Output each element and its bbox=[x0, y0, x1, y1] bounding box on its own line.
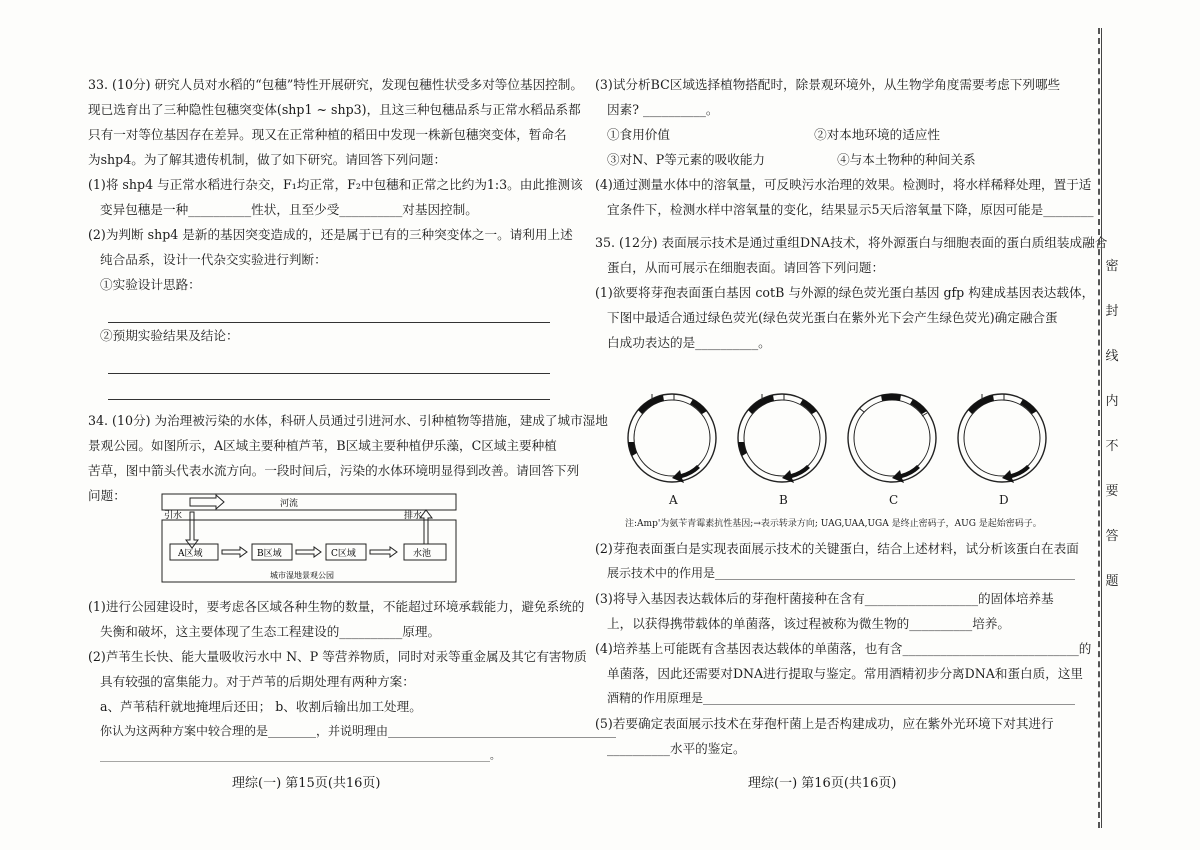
intake-label: 引水 bbox=[164, 511, 183, 521]
q34-sub4: (4)通过测量水体中的溶氧量，可反映污水治理的效果。检测时，将水样稀释处理，置于适 bbox=[595, 177, 1092, 192]
footer-left: 理综(一) 第15页(共16页) bbox=[232, 776, 381, 791]
q35-sub3: (3)将导入基因表达载体后的芽孢杆菌接种在含有__________________的固体培养基 bbox=[595, 591, 1054, 606]
river-arrow bbox=[190, 495, 224, 509]
q33-design-label: ①实验设计思路： bbox=[100, 277, 201, 292]
pool: 水池 bbox=[413, 549, 432, 559]
flow-arrow bbox=[222, 547, 247, 557]
zone-b: B区域 bbox=[257, 549, 282, 559]
answer-line[interactable] bbox=[108, 374, 550, 400]
binding-char: 要 bbox=[1105, 484, 1119, 499]
wetland-diagram bbox=[160, 492, 458, 587]
q35-sub1: 下图中最适合通过绿色荧光(绿色荧光蛋白在紫外光下会产生绿色荧光)确定融合蛋 bbox=[607, 310, 1058, 325]
right-page bbox=[595, 72, 1108, 355]
q34-options: a、芦苇秸秆就地掩埋后还田； b、收割后输出加工处理。 bbox=[100, 699, 422, 714]
q34-line: 苦草，图中箭头代表水流方向。一段时间后，污染的水体环境明显得到改善。请回答下列 bbox=[88, 463, 580, 478]
q34-reason-line: ______________________________________________________________________________。 bbox=[100, 751, 500, 762]
plasmid-label-a: A bbox=[669, 493, 678, 507]
plasmid-a bbox=[628, 394, 716, 483]
binding-char: 内 bbox=[1105, 394, 1119, 409]
plasmid-c bbox=[848, 394, 936, 483]
q35-sub1: (1)欲要将芽孢表面蛋白基因 cotB 与外源的绿色荧光蛋白基因 gfp 构建成基因表达载体， bbox=[595, 285, 1095, 300]
zone-a: A区域 bbox=[178, 549, 203, 559]
q34-line: 问题： bbox=[88, 488, 126, 503]
zone-c: C区域 bbox=[331, 549, 356, 559]
q34-sub2: (2)芦苇生长快、能大量吸收污水中 N、P 等营养物质，同时对汞等重金属及其它有害物质 bbox=[88, 649, 587, 664]
q35-sub4: 单菌落，因此还需要对DNA进行提取与鉴定。常用酒精初步分离DNA和蛋白质，这里 bbox=[607, 666, 1084, 681]
river-box bbox=[162, 494, 456, 510]
q33-line: 为shp4。为了解其遗传机制，做了如下研究。请回答下列问题： bbox=[88, 152, 447, 167]
q33-sub2: 纯合品系，设计一代杂交实验进行判断： bbox=[100, 252, 327, 267]
q33-line: 33. (10分) 研究人员对水稻的“包穗”特性开展研究，发现包穗性状受多对等位基因控制。 bbox=[88, 77, 583, 92]
q35-continued bbox=[595, 536, 1092, 761]
q34-sub1: (1)进行公园建设时，要考虑各区域各种生物的数量，不能超过环境承载能力，避免系统的 bbox=[88, 599, 585, 614]
q34-sub3: 因素? __________。 bbox=[607, 102, 719, 117]
binding-char: 题 bbox=[1105, 574, 1119, 589]
left-page bbox=[88, 72, 608, 508]
answer-line[interactable] bbox=[108, 348, 550, 374]
q35-sub2: 展示技术中的作用是____________________________________________________________ bbox=[607, 566, 1076, 580]
binding-char: 线 bbox=[1105, 349, 1119, 364]
outlet-label: 排水 bbox=[404, 511, 423, 521]
flow-arrow bbox=[296, 547, 321, 557]
plasmid-note: 注:Amp'为氨苄青霉素抗性基因;→表示转录方向; UAG,UAA,UGA 是终止密码子，AUG 是起始密码子。 bbox=[625, 519, 1042, 529]
plasmid-diagrams bbox=[620, 376, 1060, 511]
q34-sub4: 宜条件下，检测水样中溶氧量的变化，结果显示5天后溶氧量下降，原因可能是________ bbox=[607, 202, 1094, 217]
plasmid-label-c: C bbox=[889, 493, 899, 507]
outlet-arrow bbox=[420, 510, 432, 544]
q34-sub1: 失衡和破坏，这主要体现了生态工程建设的__________原理。 bbox=[100, 624, 441, 639]
binding-char: 封 bbox=[1105, 304, 1119, 319]
plasmid-b bbox=[738, 394, 826, 483]
q34-sub2: 具有较强的富集能力。对于芦苇的后期处理有两种方案： bbox=[100, 674, 415, 689]
q34-sub3: (3)试分析BC区域选择植物搭配时，除景观环境外，从生物学角度需要考虑下列哪些 bbox=[595, 77, 1061, 92]
intake-arrow bbox=[186, 512, 198, 548]
plasmid-label-b: B bbox=[779, 493, 788, 507]
q33-sub1: 变异包穗是一种__________性状，且至少受__________对基因控制。 bbox=[100, 202, 478, 217]
q34-options: ③对N、P等元素的吸收能力 ④与本土物种的种间关系 bbox=[607, 152, 976, 167]
q35-sub4: 酒精的作用原理是______________________________________________________________ bbox=[607, 691, 1076, 705]
q35-sub3: 上，以获得携带载体的单菌落，该过程被称为微生物的__________培养。 bbox=[607, 616, 1010, 631]
q35-sub2: (2)芽孢表面蛋白是实现表面展示技术的关键蛋白，结合上述材料，试分析该蛋白在表面 bbox=[595, 541, 1079, 556]
q34-choice: 你认为这两种方案中较合理的是________，并说明理由______________________________________ bbox=[100, 724, 617, 738]
binding-char: 答 bbox=[1105, 529, 1119, 544]
q35-sub1: 白成功表达的是__________。 bbox=[607, 335, 771, 350]
q35-sub5: __________水平的鉴定。 bbox=[607, 741, 746, 756]
q33-line: 现已选育出了三种隐性包穗突变体(shp1 ~ shp3)，且这三种包穗品系与正常水稻品系都 bbox=[88, 102, 581, 117]
binding-solid-line bbox=[1101, 28, 1103, 828]
q34-options: ①食用价值 ②对本地环境的适应性 bbox=[607, 127, 941, 142]
answer-line[interactable] bbox=[108, 297, 550, 323]
plasmid-d bbox=[958, 394, 1046, 483]
q35-line: 蛋白，从而可展示在细胞表面。请回答下列问题： bbox=[607, 260, 885, 275]
flow-arrow bbox=[370, 547, 397, 557]
q34-line: 景观公园。如图所示，A区域主要种植芦苇，B区域主要种植伊乐藻，C区域主要种植 bbox=[88, 438, 557, 453]
binding-char: 密 bbox=[1105, 259, 1119, 274]
q35-sub4: (4)培养基上可能既有含基因表达载体的单菌落，也有含____________________________的 bbox=[595, 641, 1092, 656]
q35-sub5: (5)若要确定表面展示技术在芽孢杆菌上是否构建成功，应在紫外光环境下对其进行 bbox=[595, 716, 1054, 731]
plasmid-label-d: D bbox=[999, 493, 1009, 507]
q33-line: 只有一对等位基因存在差异。现又在正常种植的稻田中发现一株新包穗突变体，暂命名 bbox=[88, 127, 567, 142]
q33-sub2: (2)为判断 shp4 是新的基因突变造成的，还是属于已有的三种突变体之一。请利用上述 bbox=[88, 227, 573, 242]
q33-result-label: ②预期实验结果及结论： bbox=[100, 328, 239, 343]
q33-sub1: (1)将 shp4 与正常水稻进行杂交，F₁均正常，F₂中包穗和正常之比约为1:3。由此推测该 bbox=[88, 177, 583, 192]
q35-line: 35. (12分) 表面展示技术是通过重组DNA技术，将外源蛋白与细胞表面的蛋白质组装成融合 bbox=[595, 235, 1108, 250]
binding-char: 不 bbox=[1105, 439, 1119, 454]
river-label: 河流 bbox=[280, 499, 299, 509]
q34-line: 34. (10分) 为治理被污染的水体，科研人员通过引进河水、引种植物等措施，建成了城市湿地 bbox=[88, 413, 608, 428]
q34-continued bbox=[88, 594, 617, 769]
park-caption: 城市湿地景观公园 bbox=[270, 571, 334, 580]
footer-right: 理综(一) 第16页(共16页) bbox=[748, 776, 897, 791]
